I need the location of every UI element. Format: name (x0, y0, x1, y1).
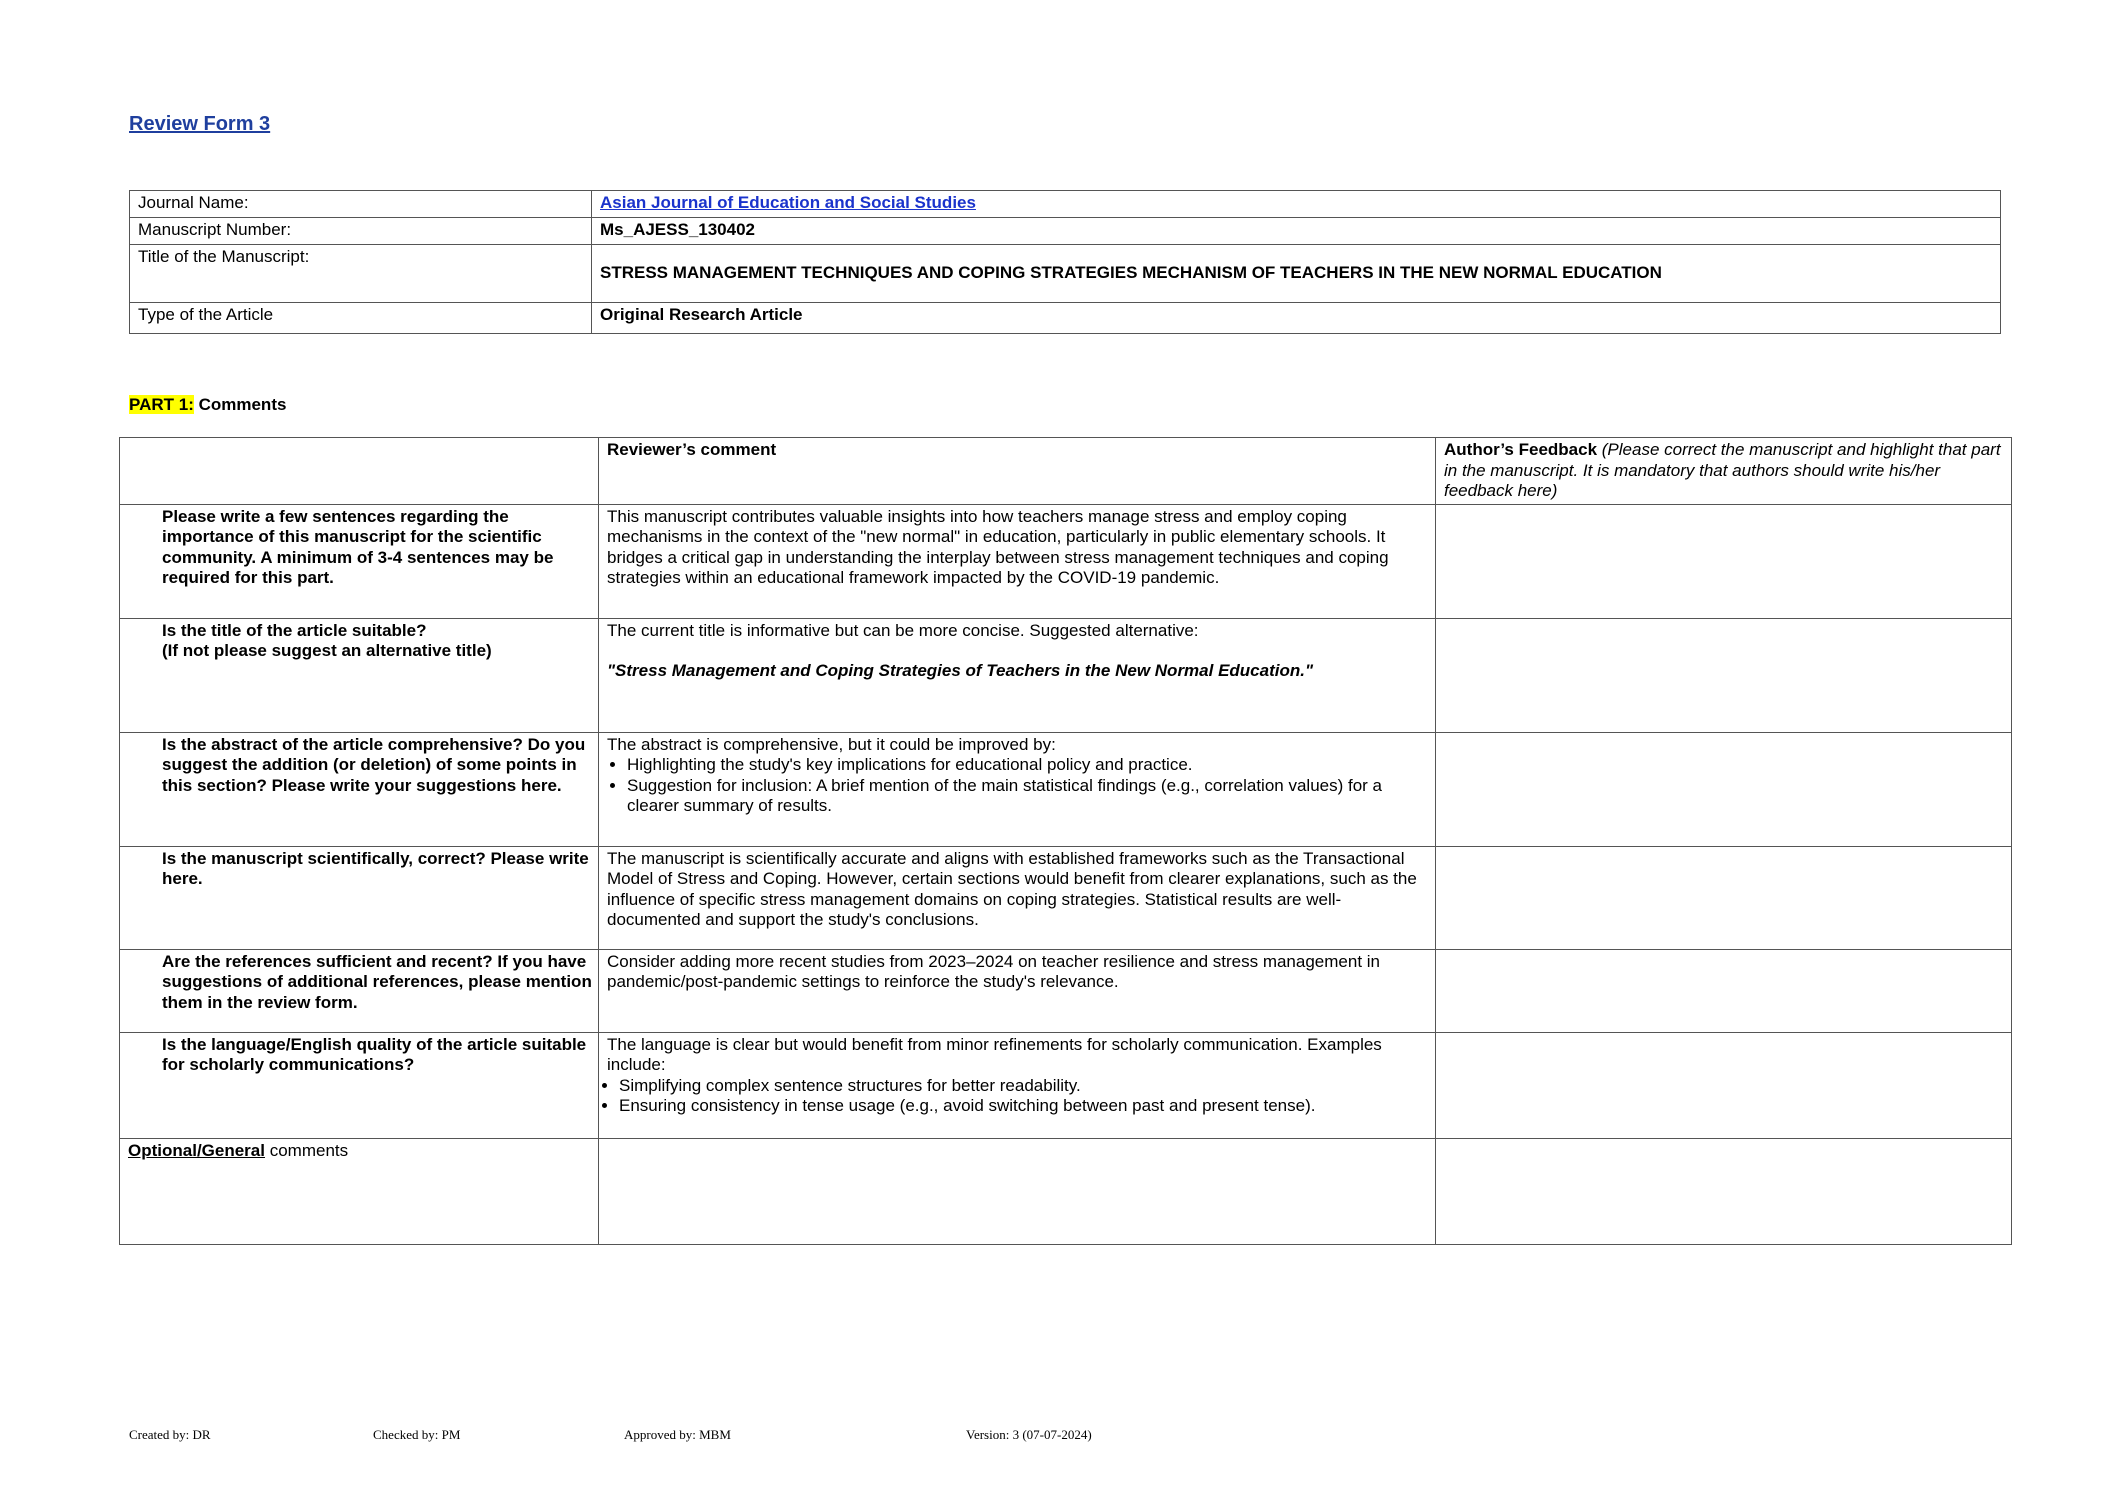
author-feedback-cell[interactable] (1436, 504, 2012, 618)
comment-text: The language is clear but would benefit from minor refinements for scholarly communication. Examples include: (607, 1034, 1382, 1074)
table-row (120, 732, 2012, 846)
manuscript-number-value: Ms_AJESS_130402 (592, 218, 2001, 245)
reviewer-comment: The manuscript is scientifically accurate and aligns with established frameworks such as the Transactional Model of Stress and Coping. However, certain sections would benefit from clearer explanations, such as the influence of specific stress management domains on coping strategies. Statistical results are well-documented and support the study's conclusions. (599, 846, 1436, 949)
question-importance: Please write a few sentences regarding the importance of this manuscript for the scientific community. A minimum of 3-4 sentences may be required for this part. (120, 504, 599, 618)
author-feedback-cell[interactable] (1436, 1138, 2012, 1244)
suggested-title: "Stress Management and Coping Strategies of Teachers in the New Normal Education." (607, 661, 1314, 680)
optional-comments-label (120, 1138, 599, 1244)
table-row (120, 1032, 2012, 1138)
reviewer-comment (599, 618, 1436, 732)
title-label: Title of the Manuscript: (130, 245, 592, 303)
part1-label: Comments (193, 395, 287, 414)
table-row (120, 846, 2012, 949)
question-title (120, 618, 599, 732)
table-row (120, 618, 2012, 732)
table-row (120, 949, 2012, 1032)
question-title-line2: (If not please suggest an alternative title) (162, 641, 492, 660)
reviewer-comment-header: Reviewer’s comment (599, 438, 1436, 505)
footer-approved: Approved by: MBM (624, 1427, 731, 1442)
comment-bullet: • Highlighting the study's key implications for educational policy and practice. (627, 755, 1427, 776)
comment-bullet: • Suggestion for inclusion: A brief mention of the main statistical findings (e.g., correlation values) for a clearer summary of results. (627, 776, 1427, 817)
table-row (120, 504, 2012, 618)
header-empty-cell (120, 438, 599, 505)
question-title-line1: Is the title of the article suitable? (162, 620, 427, 640)
comment-bullet: • Simplifying complex sentence structures for better readability. (619, 1076, 1427, 1097)
part1-heading (129, 395, 286, 415)
manuscript-number-label: Manuscript Number: (130, 218, 592, 245)
footer-checked: Checked by: PM (373, 1427, 461, 1442)
footer-version: Version: 3 (07-07-2024) (966, 1427, 1092, 1442)
type-value: Original Research Article (592, 303, 2001, 334)
question-language: Is the language/English quality of the article suitable for scholarly communications? (120, 1032, 599, 1138)
question-references: Are the references sufficient and recent? If you have suggestions of additional references, please mention them in the review form. (120, 949, 599, 1032)
comments-table (119, 437, 2012, 1245)
author-feedback-cell[interactable] (1436, 618, 2012, 732)
author-feedback-header (1436, 438, 2012, 505)
question-abstract: Is the abstract of the article comprehensive? Do you suggest the addition (or deletion) of some points in this section? Please write your suggestions here. (120, 732, 599, 846)
optional-general-label: Optional/General (128, 1140, 265, 1160)
footer-created: Created by: DR (129, 1427, 211, 1442)
comment-text: The current title is informative but can be more concise. Suggested alternative: (607, 620, 1199, 640)
type-label: Type of the Article (130, 303, 592, 334)
reviewer-comment: Consider adding more recent studies from 2023–2024 on teacher resilience and stress management in pandemic/post-pandemic settings to reinforce the study's relevance. (599, 949, 1436, 1032)
journal-link[interactable]: Asian Journal of Education and Social Studies (600, 193, 976, 212)
optional-reviewer-comment-cell[interactable] (599, 1138, 1436, 1244)
question-scientific: Is the manuscript scientifically, correct? Please write here. (120, 846, 599, 949)
author-feedback-cell[interactable] (1436, 1032, 2012, 1138)
author-feedback-title: Author’s Feedback (1444, 440, 1598, 459)
author-feedback-note: (Please correct the manuscript and highlight that part in the manuscript. It is mandatory that authors should write his/her feedback here) (1444, 440, 2001, 500)
table-row (120, 1138, 2012, 1244)
comment-bullet: • Ensuring consistency in tense usage (e.g., avoid switching between past and present tense). (619, 1096, 1427, 1117)
reviewer-comment (599, 732, 1436, 846)
optional-comments-text: comments (264, 1140, 349, 1160)
part1-highlight: PART 1: (129, 395, 194, 414)
reviewer-comment (599, 1032, 1436, 1138)
title-value: STRESS MANAGEMENT TECHNIQUES AND COPING STRATEGIES MECHANISM OF TEACHERS IN THE NEW NORMAL EDUCATION (592, 245, 2001, 303)
author-feedback-cell[interactable] (1436, 846, 2012, 949)
author-feedback-cell[interactable] (1436, 949, 2012, 1032)
author-feedback-cell[interactable] (1436, 732, 2012, 846)
manuscript-info-table (129, 190, 2001, 334)
form-title[interactable]: Review Form 3 (129, 113, 271, 135)
comment-text: The abstract is comprehensive, but it could be improved by: (607, 734, 1056, 754)
journal-label: Journal Name: (130, 191, 592, 218)
reviewer-comment: This manuscript contributes valuable insights into how teachers manage stress and employ coping mechanisms in the context of the "new normal" in education, particularly in public elementary schools. It bridges a critical gap in understanding the interplay between stress management techniques and coping strategies within an educational framework impacted by the COVID-19 pandemic. (599, 504, 1436, 618)
